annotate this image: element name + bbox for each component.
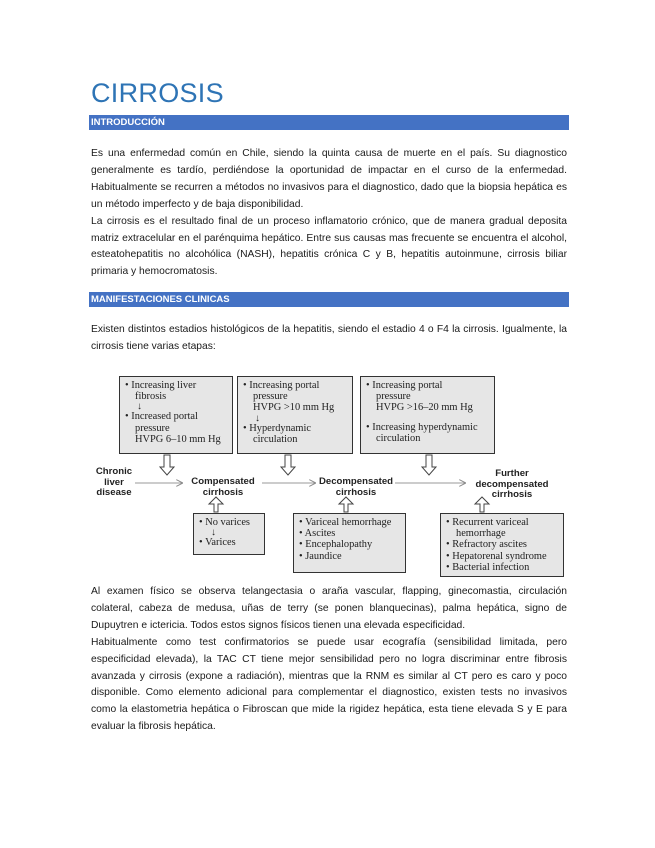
top-box-3 — [360, 376, 495, 454]
bullet: • — [446, 561, 453, 573]
intro-paragraph-2: La cirrosis es el resultado final de un proceso inflamatorio crónico, que de manera gradual deposita matriz extracelular en el parénquima hepático. Entre sus causas mas frecuente se encuentra el alcohol, esteatohepatitis no alcohólica (NASH), hepatitis crónica C y B, hepatitis autoinmune, cirrosis biliar primaria y hemocromatosis. — [91, 215, 567, 278]
down-small-arrow-icon: ↓ — [137, 401, 142, 413]
top-box-1-item-1b: fibrosis — [135, 391, 167, 403]
bottom-box-3 — [440, 513, 564, 577]
top-box-2-item-1b: pressure — [253, 391, 288, 403]
bottom-box-2-item-1: Variceal hemorrhage — [305, 517, 392, 528]
bullet: • — [446, 517, 453, 528]
stage-1-line-2: liver — [104, 476, 124, 488]
section-heading-intro: INTRODUCCIÓN — [89, 115, 569, 130]
top-box-2-item-1c: HVPG >10 mm Hg — [253, 402, 335, 414]
bullet: • — [199, 517, 206, 528]
stage-4-line-3: cirrhosis — [491, 489, 533, 501]
intro-text — [91, 146, 567, 281]
top-box-3-item-2b: circulation — [376, 432, 421, 444]
stage-2-line-1: Compensated — [191, 476, 255, 487]
down-arrow-1 — [160, 455, 174, 475]
up-arrow-2 — [339, 497, 353, 512]
top-box-3-item-1: Increasing portal — [372, 380, 443, 391]
bottom-box-3-item-3: Hepatorenal syndrome — [452, 550, 547, 562]
bullet: • — [299, 528, 305, 540]
stage-compensated-cirrhosis — [182, 477, 264, 498]
down-arrow-2 — [281, 455, 295, 475]
down-small-arrow-icon: ↓ — [211, 527, 216, 539]
manifestations-intro-text: Existen distintos estadios histológicos de la hepatitis, siendo el estadio 4 o F4 la cirrosis. Igualmente, la cirrosis tiene varias etapas: — [91, 324, 567, 352]
bullet: • — [366, 421, 373, 433]
stage-chronic-liver-disease — [92, 467, 136, 499]
bottom-box-3-item-1: Recurrent variceal — [452, 517, 529, 528]
bullet: • — [243, 422, 250, 434]
bottom-box-2-item-4: Jaundice — [305, 550, 342, 562]
top-box-2 — [237, 376, 353, 454]
bullet: • — [199, 537, 206, 549]
manifestations-paragraph-1: Al examen físico se observa telangectasia o araña vascular, flapping, ginecomastia, circulación colateral, cabeza de medusa, uñas de terry (se ponen blanquecinas), palma hepática, signo de Dupuytren e ictericia. Todos estos signos físicos tienen una elevada especificidad. — [91, 586, 567, 631]
bottom-box-3-item-2: Refractory ascites — [452, 539, 527, 551]
bottom-box-2 — [293, 513, 406, 573]
stage-further-decompensated-cirrhosis — [462, 469, 562, 501]
bottom-box-3-item-4: Bacterial infection — [452, 561, 530, 573]
intro-paragraph-1: Es una enfermedad común en Chile, siendo la quinta causa de muerte en el país. Su diagnostico generalmente es tardío, perdiéndose la oportunidad de impactar en el curso de la enfermedad. Habitualmente se recurren a métodos no invasivos para el diagnostico, dado que la biopsia hepática es un método imperfecto y de baja disponibilidad. — [91, 148, 567, 210]
stage-1-line-1: Chronic — [95, 466, 133, 477]
stage-4-line-1: Further — [495, 468, 529, 479]
bullet: • — [366, 380, 373, 391]
bullet: • — [446, 550, 453, 562]
stage-decompensated-cirrhosis — [314, 477, 398, 498]
down-arrow-3 — [422, 455, 436, 475]
bullet: • — [125, 411, 132, 423]
bullet: • — [243, 380, 250, 391]
bullet: • — [299, 550, 306, 562]
up-arrow-1 — [209, 497, 223, 512]
top-box-1-item-2b: pressure — [135, 422, 170, 434]
top-box-3-item-1c: HVPG >16–20 mm Hg — [376, 402, 473, 414]
stage-3-line-1: Decompensated — [318, 476, 394, 487]
bottom-box-1 — [193, 513, 265, 555]
cirrhosis-stages-figure — [90, 373, 570, 583]
down-small-arrow-icon: ↓ — [255, 412, 260, 424]
stage-1-line-3: disease — [96, 487, 132, 499]
top-box-2-item-2: Hyperdynamic — [249, 422, 311, 434]
top-box-3-item-1b: pressure — [376, 391, 411, 403]
bullet: • — [125, 380, 132, 391]
bottom-box-2-item-3: Encephalopathy — [305, 539, 373, 551]
stage-4-line-2: decompensated — [475, 478, 549, 490]
bottom-box-1-item-1: No varices — [205, 517, 250, 528]
bottom-box-3-item-1b: hemorrhage — [456, 528, 506, 540]
bottom-box-2-item-2: Ascites — [304, 528, 336, 540]
top-box-1-item-2: Increased portal — [131, 411, 198, 423]
stage-2-line-2: cirrhosis — [202, 486, 244, 498]
bullet: • — [299, 539, 306, 551]
bottom-box-1-item-2: Varices — [205, 537, 236, 549]
stage-3-line-2: cirrhosis — [335, 486, 377, 498]
top-box-3-item-2: Increasing hyperdynamic — [372, 421, 478, 433]
page-title: CIRROSIS — [91, 78, 224, 108]
bullet: • — [299, 517, 306, 528]
bullet: • — [446, 539, 453, 551]
section-heading-manifestations: MANIFESTACIONES CLINICAS — [89, 292, 569, 307]
top-box-1-item-1: Increasing liver — [131, 380, 197, 391]
manifestations-paragraph-2: Habitualmente como test confirmatorios se puede usar ecografía (sensibilidad limitada, pero especificidad elevada), la TAC CT tiene mejor sensibilidad pero no logra discriminar entre fibrosis avanzada y cirrosis (expone a radiación), mientras que la RNM es similar al CT pero es caro y poco disponible. Como elemento adicional para complementar el diagnostico, existen tests no invasivos como la elastometria hepática o Fibroscan que mide la rigidez hepática, esta tiene elevada S y E para evaluar la fibrosis hepática. — [91, 636, 567, 733]
manifestations-text — [91, 584, 567, 736]
top-box-2-item-1: Increasing portal — [249, 380, 320, 391]
manifestations-intro — [91, 322, 567, 356]
top-box-1-item-2c: HVPG 6–10 mm Hg — [135, 433, 221, 445]
top-box-1 — [119, 376, 233, 454]
top-box-2-item-2b: circulation — [253, 433, 298, 445]
